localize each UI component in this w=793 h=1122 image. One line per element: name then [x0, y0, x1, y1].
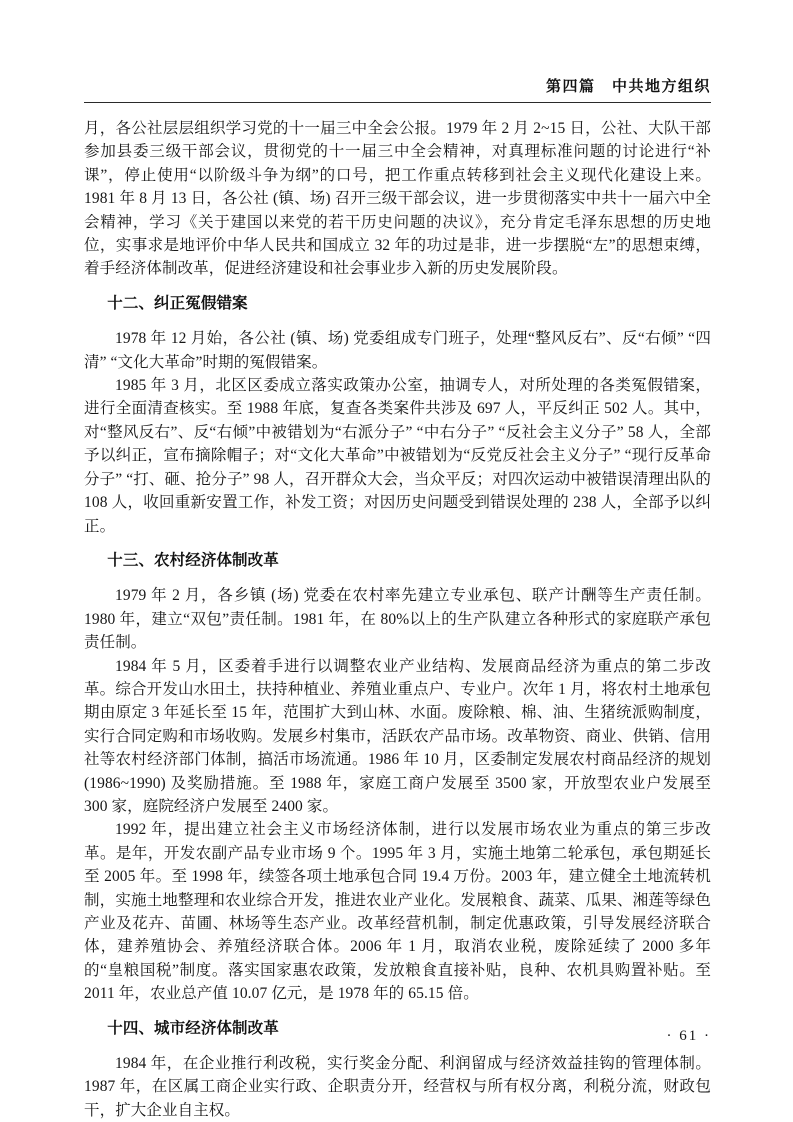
page-content	[84, 78, 711, 1122]
paragraph: 1992 年，提出建立社会主义市场经济体制，进行以发展市场农业为重点的第三步改革。是年，开发农副产品专业市场 9 个。1995 年 3 月，实施土地第二轮承包，承包期延长至 2005 年。至 1998 年，续签各项土地承包合同 19.4 万份。2003 年，建立健全土地流转机制，实施土地整理和农业综合开发，推进农业产业化。发展粮食、蔬菜、瓜果、湘莲等绿色产业及花卉、苗圃、林场等生态产业。改革经营机制，制定优惠政策，引导发展经济联合体，建养殖协会、养殖经济联合体。2006 年 1 月，取消农业税，废除延续了 2000 多年的“皇粮国税”制度。落实国家惠农政策，发放粮食直接补贴，良种、农机具购置补贴。至 2011 年，农业总产值 10.07 亿元，是 1978 年的 65.15 倍。	[84, 821, 711, 1003]
paragraph: 1978 年 12 月始，各公社 (镇、场) 党委组成专门班子，处理“整风反右”、反“右倾” “四清” “文化大革命”时期的冤假错案。	[84, 330, 711, 371]
paragraph: 月，各公社层层组织学习党的十一届三中全会公报。1979 年 2 月 2~15 日，公社、大队干部参加县委三级干部会议，贯彻党的十一届三中全会精神，对真理标准问题的讨论进行“补课”，停止使用“以阶级斗争为纲”的口号，把工作重点转移到社会主义现代化建设上来。1981 年 8 月 13 日，各公社 (镇、场) 召开三级干部会议，进一步贯彻落实中共十一届六中全会精神，学习《关于建国以来党的若干历史问题的决议》，充分肯定毛泽东思想的历史地位，实事求是地评价中华人民共和国成立 32 年的功过是非，进一步摆脱“左”的思想束缚，着手经济体制改革，促进经济建设和社会事业步入新的历史发展阶段。	[84, 120, 711, 278]
document-body	[84, 117, 711, 1122]
paragraph: 1985 年 3 月，北区区委成立落实政策办公室，抽调专人，对所处理的各类冤假错案，进行全面清查核实。至 1988 年底，复查各类案件共涉及 697 人，平反纠正 502 人。其中，对“整风反右”、反“右倾”中被错划为“右派分子” “中右分子” “反社会主义分子” 58 人，全部予以纠正，宣布摘除帽子；对“文化大革命”中被错划为“反党反社会主义分子” “现行反革命分子” “打、砸、抢分子” 98 人，召开群众大会，当众平反；对四次运动中被错误清理出队的 108 人，收回重新安置工作，补发工资；对因历史问题受到错误处理的 238 人，全部予以纠正。	[84, 377, 711, 535]
section-heading-13: 十三、农村经济体制改革	[107, 551, 279, 569]
section-heading-14: 十四、城市经济体制改革	[107, 1019, 279, 1037]
header-rule	[84, 102, 711, 103]
running-header-title: 第四篇 中共地方组织	[545, 78, 711, 95]
page-number: · 61 ·	[666, 1028, 711, 1044]
paragraph: 1979 年 2 月，各乡镇 (场) 党委在农村率先建立专业承包、联产计酬等生产责任制。1980 年，建立“双包”责任制。1981 年，在 80%以上的生产队建立各种形式的家庭联产承包责任制。	[84, 587, 711, 652]
paragraph: 1984 年 5 月，区委着手进行以调整农业产业结构、发展商品经济为重点的第二步改革。综合开发山水田土，扶持种植业、养殖业重点户、专业户。次年 1 月，将农村土地承包期由原定 3 年延长至 15 年，范围扩大到山林、水面。废除粮、棉、油、生猪统派购制度，实行合同定购和市场收购。发展乡村集市，活跃农产品市场。改革物资、商业、供销、信用社等农村经济部门体制，搞活市场流通。1986 年 10 月，区委制定发展农村商品经济的规划 (1986~1990) 及奖励措施。至 1988 年，家庭工商户发展至 3500 家，开放型农业户发展至 300 家，庭院经济户发展至 2400 家。	[84, 657, 711, 815]
paragraph: 1984 年，在企业推行利改税，实行奖金分配、利润留成与经济效益挂钩的管理体制。1987 年，在区属工商企业实行政、企职责分开，经营权与所有权分离，利税分流，财政包干，扩大企业自主权。	[84, 1055, 711, 1119]
section-heading-12: 十二、纠正冤假错案	[107, 294, 248, 312]
